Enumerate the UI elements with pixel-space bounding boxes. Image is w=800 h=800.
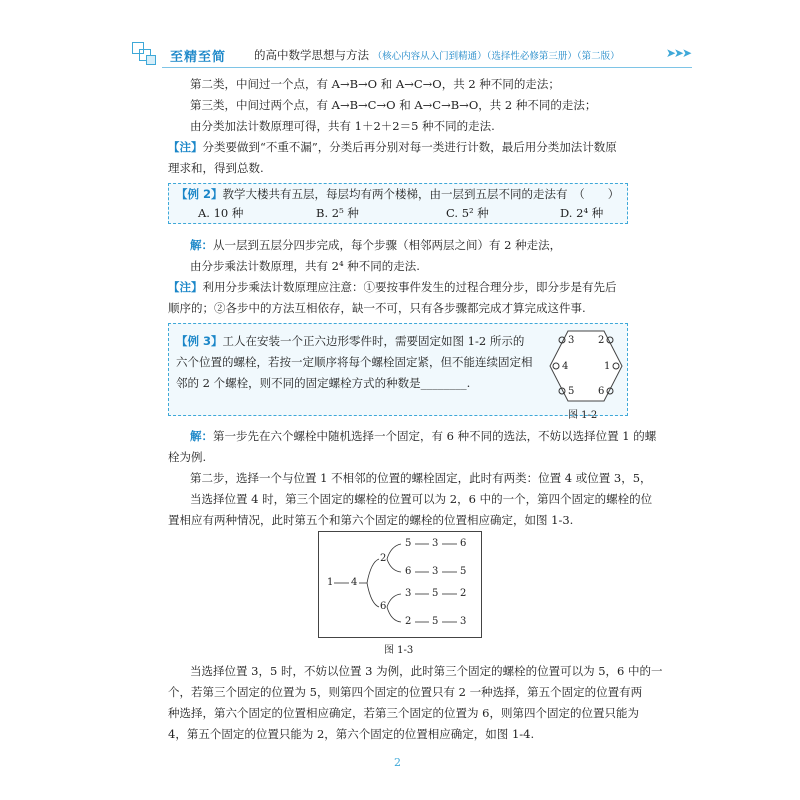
note-tag: 【注】 — [168, 140, 203, 154]
tree-node: 3 — [405, 588, 412, 599]
figure-caption: 图 1-3 — [384, 645, 414, 656]
text-line: 顺序的；②各步中的方法互相依存，缺一不可，只有各步骤都完成才算完成这件事. — [168, 301, 586, 315]
text-line: 由分类加法计数原理可得，共有 1＋2＋2＝5 种不同的走法. — [190, 119, 495, 133]
example-2-question — [176, 186, 619, 202]
tree-node: 2 — [460, 588, 467, 599]
tree-node: 3 — [432, 538, 439, 549]
bolt-label-3: 3 — [568, 335, 575, 346]
text-line: 个，若第三个固定的位置为 5，则第四个固定的位置只有 2 一种选择，第五个固定的位置有两 — [168, 685, 643, 699]
text-line: 当选择位置 4 时，第三个固定的螺栓的位置可以为 2，6 中的一个，第四个固定的螺栓的位 — [190, 492, 653, 506]
text-line: 4，第五个固定的位置只能为 2，第六个固定的位置相应确定，如图 1-4. — [168, 727, 535, 741]
note-text: 分类要做到“不重不漏”，分类后再分别对每一类进行计数，最后用分类加法计数原 — [202, 140, 617, 154]
note-text: 利用分步乘法计数原理应注意：①要按事件发生的过程合理分步，即分步是有先后 — [202, 280, 617, 294]
tree-lines — [319, 532, 483, 639]
tree-node: 2 — [405, 616, 412, 627]
header-rule — [162, 67, 692, 68]
tree-node-root: 1 — [327, 577, 334, 588]
text-line: 当选择位置 3，5 时，不妨以位置 3 为例，此时第三个固定的螺栓的位置可以为 5，6 中的一 — [190, 664, 663, 678]
text-line: 种选择，第六个固定的位置相应确定，若第三个固定的位置为 6，则第四个固定的位置只能为 — [168, 706, 639, 720]
figure-caption: 图 1-2 — [568, 410, 598, 421]
note-2 — [168, 279, 617, 295]
tree-node: 5 — [432, 588, 439, 599]
solution-tag: 解： — [190, 238, 213, 252]
tree-node: 6 — [460, 538, 467, 549]
option-b: B. 2⁵ 种 — [316, 206, 359, 220]
page-header — [140, 40, 690, 70]
note-1 — [168, 139, 617, 155]
book-title-main: 的高中数学思想与方法 — [254, 48, 369, 62]
bolt-label-6: 6 — [598, 386, 605, 397]
example-text: 工人在安装一个正六边形零件时，需要固定如图 1-2 所示的 — [222, 334, 525, 348]
book-brand: 至精至简 — [170, 50, 227, 65]
tree-node-branch-a: 2 — [380, 553, 387, 564]
text-line: 理求和，得到总数. — [168, 161, 264, 175]
tree-node: 3 — [432, 566, 439, 577]
page-number: 2 — [394, 756, 401, 769]
solution-3-line — [190, 428, 656, 444]
example-text: 教学大楼共有五层，每层均有两个楼梯，由一层到五层不同的走法有 （ ） — [222, 187, 620, 201]
book-title-sub: （核心内容从入门到精通）（选择性必修第三册）（第二版） — [372, 51, 620, 62]
option-d: D. 2⁴ 种 — [560, 206, 604, 220]
header-decoration-icon — [132, 42, 162, 68]
option-c: C. 5² 种 — [446, 206, 489, 220]
tree-node-branch-b: 6 — [380, 601, 387, 612]
hexagon-diagram — [548, 328, 624, 404]
option-a: A. 10 种 — [198, 206, 244, 220]
text-line: 由分步乘法计数原理，共有 2⁴ 种不同的走法. — [190, 259, 420, 273]
tree-node: 6 — [405, 566, 412, 577]
text-line: 栓为例. — [168, 450, 207, 464]
note-tag: 【注】 — [168, 280, 203, 294]
solution-2-line — [190, 237, 561, 253]
example-tag: 【例 3】 — [176, 334, 223, 348]
figure-1-3 — [318, 531, 482, 638]
text-line: 第三类，中间过两个点，有 A→B→C→O 和 A→C→B→O，共 2 种不同的走法； — [190, 98, 597, 112]
text-line: 邻的 2 个螺栓，则不同的固定螺栓方式的种数是________. — [176, 376, 471, 390]
tree-node: 5 — [405, 538, 412, 549]
bolt-label-5: 5 — [568, 386, 575, 397]
text-line: 置相应有两种情况，此时第五个和第六个固定的螺栓的位置相应确定，如图 1-3. — [168, 513, 574, 527]
text-line: 第二类，中间过一个点，有 A→B→O 和 A→C→O，共 2 种不同的走法； — [190, 77, 560, 91]
bolt-label-4: 4 — [562, 361, 569, 372]
bolt-label-1: 1 — [604, 361, 611, 372]
solution-text: 从一层到五层分四步完成，每个步骤（相邻两层之间）有 2 种走法， — [213, 238, 562, 252]
text-line: 六个位置的螺栓，若按一定顺序将每个螺栓固定紧，但不能连续固定相 — [176, 355, 533, 369]
solution-tag: 解： — [190, 429, 213, 443]
bolt-label-2: 2 — [598, 335, 605, 346]
figure-1-2 — [548, 328, 624, 422]
example-tag: 【例 2】 — [176, 187, 223, 201]
text-line: 第二步，选择一个与位置 1 不相邻的位置的螺栓固定，此时有两类：位置 4 或位置 3，5， — [190, 471, 652, 485]
solution-text: 第一步先在六个螺栓中随机选择一个固定，有 6 种不同的选法，不妨以选择位置 1 的螺 — [213, 429, 657, 443]
book-title — [254, 47, 620, 63]
tree-node: 5 — [432, 616, 439, 627]
tree-node: 5 — [460, 566, 467, 577]
example-3-question — [176, 333, 524, 349]
hexagon-shape — [550, 331, 622, 401]
header-arrows-icon: ➤➤➤ — [665, 46, 690, 60]
tree-node: 3 — [460, 616, 467, 627]
tree-node-level1: 4 — [351, 577, 358, 588]
